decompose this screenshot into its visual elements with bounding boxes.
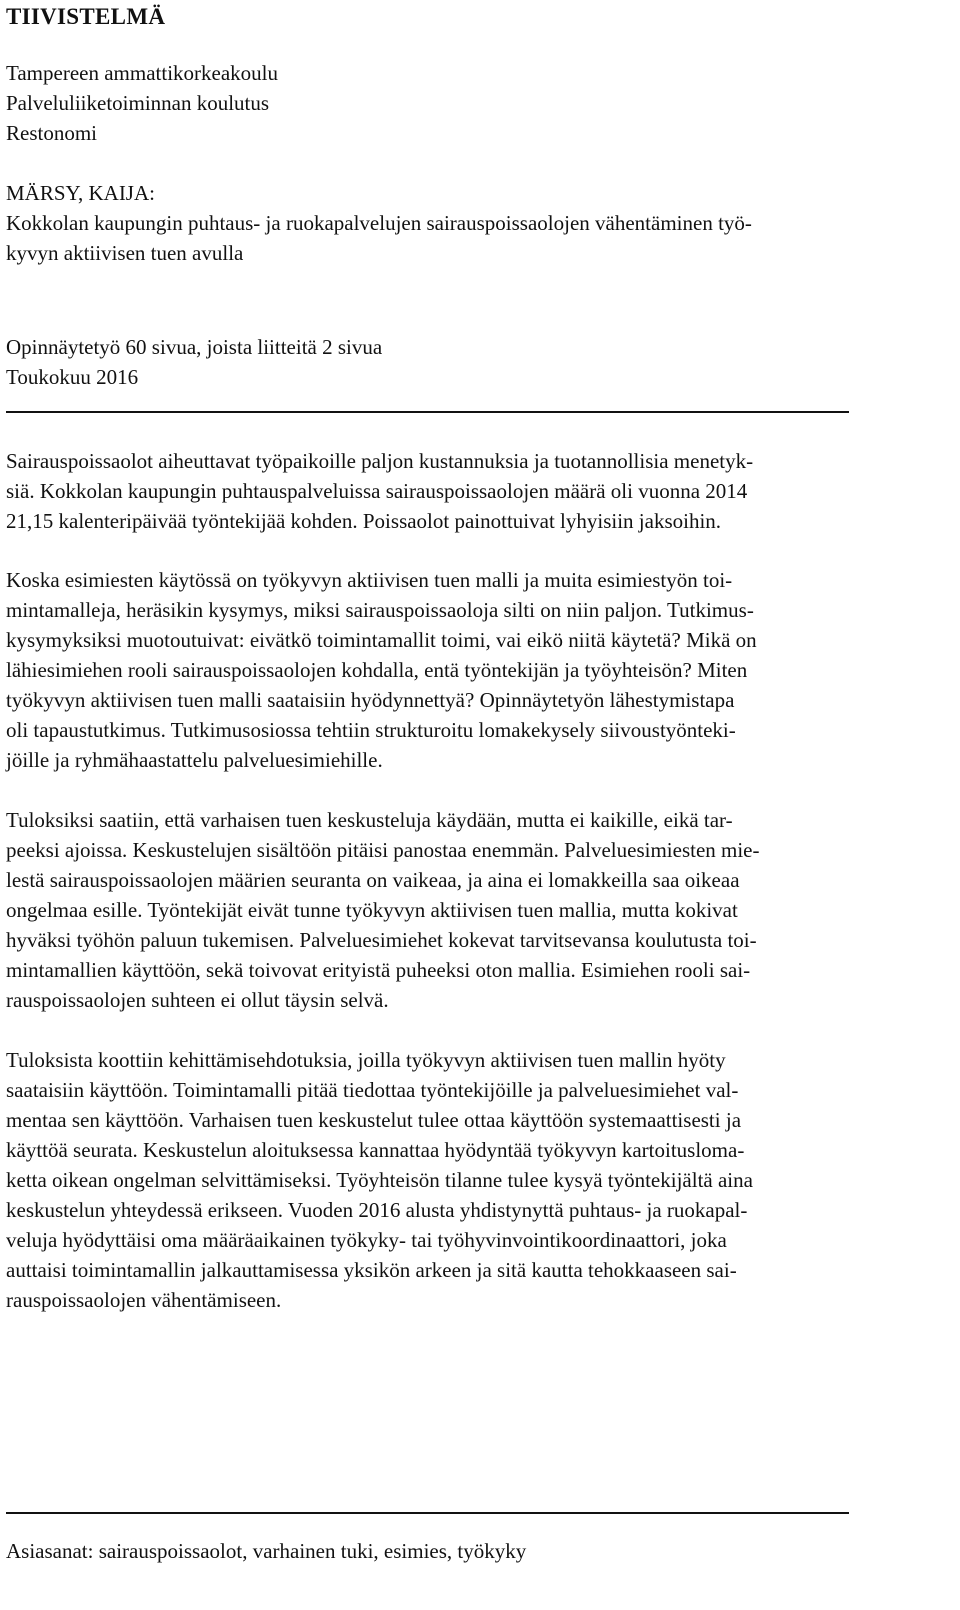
- paragraph-line: rauspoissaolojen vähentämiseen.: [6, 1288, 282, 1312]
- thesis-date: Toukokuu 2016: [6, 365, 139, 389]
- divider-top: [6, 411, 849, 413]
- paragraph-line: saataisiin käyttöön. Toimintamalli pitää tiedottaa työntekijöille ja palveluesimiehet val-: [6, 1078, 739, 1102]
- paragraph-line: käyttöä seurata. Keskustelun aloituksessa kannattaa hyödyntää työkyvyn kartoitusloma-: [6, 1138, 745, 1162]
- paragraph-line: keskustelun yhteydessä erikseen. Vuoden 2016 alusta yhdistynyttä puhtaus- ja ruokapal-: [6, 1198, 748, 1222]
- page-title: TIIVISTELMÄ: [6, 4, 166, 29]
- author-name: MÄRSY, KAIJA:: [6, 181, 155, 205]
- paragraph-line: ketta oikean ongelman selvittämiseksi. Työyhteisön tilanne tulee kysyä työntekijältä aina: [6, 1168, 753, 1192]
- paragraph-line: rauspoissaolojen suhteen ei ollut täysin selvä.: [6, 988, 389, 1012]
- keywords: [6, 1536, 934, 1566]
- program-name: Palveluliiketoiminnan koulutus: [6, 91, 270, 115]
- keywords-line: Asiasanat: sairauspoissaolot, varhainen tuki, esimies, työkyky: [6, 1539, 527, 1563]
- degree-name: Restonomi: [6, 121, 98, 145]
- paragraph-line: siä. Kokkolan kaupungin puhtauspalveluissa sairauspoissaolojen määrä oli vuonna 2014: [6, 479, 748, 503]
- paragraph-line: lähiesimiehen rooli sairauspoissaolojen kohdalla, entä työntekijän ja työyhteisön? Miten: [6, 658, 748, 682]
- paragraph-line: hyväksi työhön paluun tukemisen. Palveluesimiehet kokevat tarvitsevansa koulutusta toi-: [6, 928, 757, 952]
- page-count: Opinnäytetyö 60 sivua, joista liitteitä 2 sivua: [6, 335, 383, 359]
- paragraph-line: työkyvyn aktiivisen tuen malli saataisiin hyödynnettyä? Opinnäytetyön lähestymistapa: [6, 688, 735, 712]
- paragraph-line: kysymyksiksi muotoutuivat: eivätkö toimintamallit toimi, vai eikö niitä käytetä? Mikä on: [6, 628, 757, 652]
- abstract-paragraph-4: [6, 1045, 934, 1315]
- paragraph-line: jöille ja ryhmähaastattelu palveluesimiehille.: [6, 748, 383, 772]
- paragraph-line: veluja hyödyttäisi oma määräaikainen työkyky- tai työhyvinvointikoordinaattori, joka: [6, 1228, 727, 1252]
- thesis-info: [6, 178, 934, 268]
- paragraph-line: mintamallien käyttöön, sekä toivovat erityistä puheeksi oton mallia. Esimiehen rooli sai-: [6, 958, 751, 982]
- paragraph-line: ongelmaa esille. Työntekijät eivät tunne työkyvyn aktiivisen tuen mallia, mutta kokivat: [6, 898, 738, 922]
- paragraph-line: Tuloksista koottiin kehittämisehdotuksia, joilla työkyvyn aktiivisen tuen mallin hyöty: [6, 1048, 726, 1072]
- paragraph-line: auttaisi toimintamallin jalkauttamisessa yksikön arkeen ja sitä kautta tehokkaaseen sai-: [6, 1258, 737, 1282]
- divider-bottom: [6, 1512, 849, 1514]
- paragraph-line: Sairauspoissaolot aiheuttavat työpaikoille paljon kustannuksia ja tuotannollisia menetyk-: [6, 449, 754, 473]
- paragraph-line: 21,15 kalenteripäivää työntekijää kohden. Poissaolot painottuivat lyhyisiin jaksoihin.: [6, 509, 722, 533]
- paragraph-line: mentaa sen käyttöön. Varhaisen tuen keskustelut tulee ottaa käyttöön systemaattisesti ja: [6, 1108, 742, 1132]
- abstract-paragraph-2: [6, 565, 934, 775]
- school-name: Tampereen ammattikorkeakoulu: [6, 61, 279, 85]
- thesis-title-line: Kokkolan kaupungin puhtaus- ja ruokapalvelujen sairauspoissaolojen vähentäminen työ-: [6, 211, 752, 235]
- paragraph-line: oli tapaustutkimus. Tutkimusosiossa tehtiin strukturoitu lomakekysely siivoustyönteki-: [6, 718, 736, 742]
- paragraph-line: peeksi ajoissa. Keskustelujen sisältöön pitäisi panostaa enemmän. Palveluesimiesten mie-: [6, 838, 760, 862]
- paragraph-line: lestä sairauspoissaolojen määrien seuranta on vaikeaa, ja aina ei lomakkeilla saa oikeaa: [6, 868, 740, 892]
- paragraph-line: Tuloksiksi saatiin, että varhaisen tuen keskusteluja käydään, mutta ei kaikille, eikä tar-: [6, 808, 733, 832]
- abstract-paragraph-1: [6, 446, 934, 536]
- thesis-meta: [6, 332, 934, 392]
- paragraph-line: mintamalleja, heräsikin kysymys, miksi sairauspoissaoloja silti on niin paljon. Tutkimus-: [6, 598, 754, 622]
- institution-info: [6, 58, 934, 148]
- thesis-title-line: kyvyn aktiivisen tuen avulla: [6, 241, 244, 265]
- paragraph-line: Koska esimiesten käytössä on työkyvyn aktiivisen tuen malli ja muita esimiestyön toi-: [6, 568, 733, 592]
- abstract-paragraph-3: [6, 805, 934, 1015]
